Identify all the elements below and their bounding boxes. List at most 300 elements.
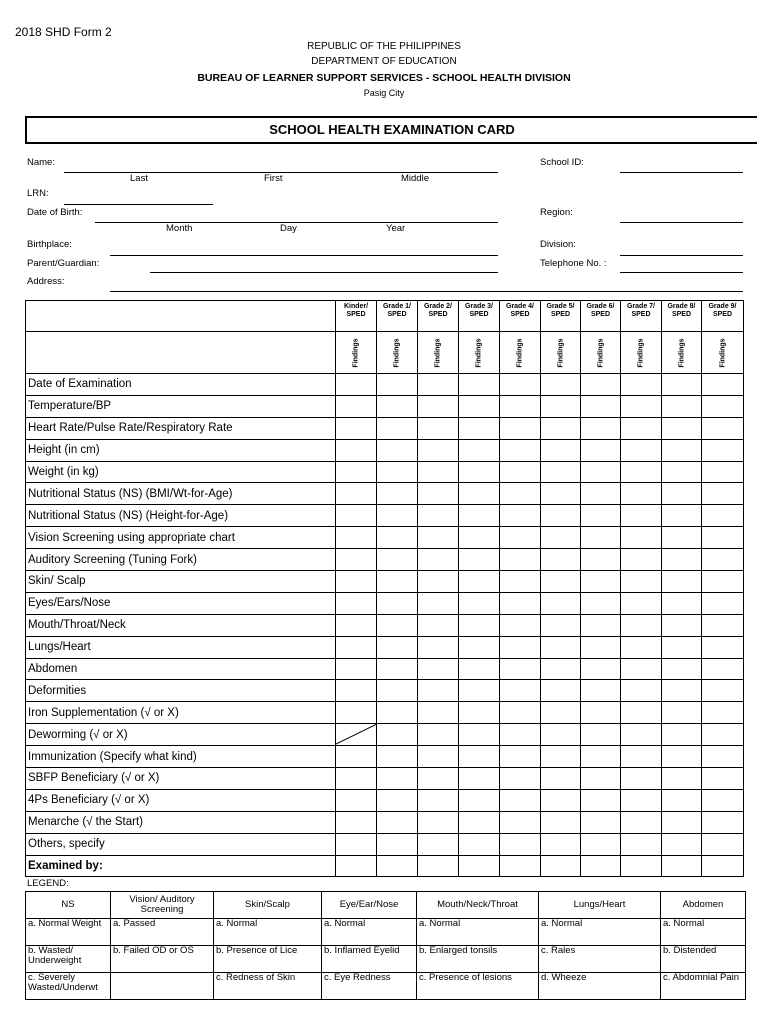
- entry-cell[interactable]: [500, 374, 541, 396]
- entry-cell[interactable]: [459, 855, 500, 877]
- entry-cell[interactable]: [418, 549, 459, 571]
- entry-cell[interactable]: [702, 395, 744, 417]
- entry-cell[interactable]: [621, 505, 662, 527]
- entry-cell[interactable]: [662, 833, 702, 855]
- entry-cell[interactable]: [336, 374, 377, 396]
- entry-cell[interactable]: [500, 636, 541, 658]
- entry-cell[interactable]: [541, 527, 581, 549]
- entry-cell[interactable]: [418, 527, 459, 549]
- findings-header: [336, 332, 377, 374]
- entry-cell[interactable]: [541, 549, 581, 571]
- entry-cell[interactable]: [500, 768, 541, 790]
- entry-cell[interactable]: [418, 614, 459, 636]
- entry-cell[interactable]: [500, 658, 541, 680]
- row-label: Iron Supplementation (√ or X): [26, 702, 336, 724]
- entry-cell[interactable]: [336, 636, 377, 658]
- entry-cell[interactable]: [702, 702, 744, 724]
- header-department: DEPARTMENT OF EDUCATION: [311, 56, 457, 67]
- entry-cell[interactable]: [418, 746, 459, 768]
- last-label: Last: [130, 173, 148, 184]
- entry-cell[interactable]: [377, 833, 418, 855]
- entry-cell[interactable]: [581, 724, 621, 746]
- entry-cell[interactable]: [541, 505, 581, 527]
- entry-cell[interactable]: [702, 614, 744, 636]
- entry-cell[interactable]: [702, 636, 744, 658]
- entry-cell[interactable]: [377, 374, 418, 396]
- entry-cell[interactable]: [662, 395, 702, 417]
- entry-cell[interactable]: [377, 614, 418, 636]
- entry-cell[interactable]: [500, 680, 541, 702]
- findings-header: [702, 332, 744, 374]
- entry-cell[interactable]: [541, 811, 581, 833]
- entry-cell[interactable]: [621, 549, 662, 571]
- entry-cell[interactable]: [459, 680, 500, 702]
- entry-cell[interactable]: [336, 768, 377, 790]
- month-label: Month: [166, 223, 193, 234]
- entry-cell[interactable]: [377, 680, 418, 702]
- dob-label: Date of Birth:: [27, 207, 83, 218]
- entry-cell[interactable]: [541, 746, 581, 768]
- entry-cell[interactable]: [662, 746, 702, 768]
- entry-cell[interactable]: [581, 505, 621, 527]
- entry-cell[interactable]: [702, 592, 744, 614]
- entry-cell[interactable]: [377, 592, 418, 614]
- entry-cell[interactable]: [621, 395, 662, 417]
- entry-cell[interactable]: [702, 789, 744, 811]
- entry-cell[interactable]: [581, 811, 621, 833]
- legend-cell: c. Severely Wasted/Underwt: [26, 973, 111, 1000]
- entry-cell[interactable]: [621, 768, 662, 790]
- entry-cell[interactable]: [459, 417, 500, 439]
- entry-cell[interactable]: [500, 527, 541, 549]
- findings-header: [500, 332, 541, 374]
- entry-cell[interactable]: [662, 417, 702, 439]
- entry-cell[interactable]: [702, 724, 744, 746]
- entry-cell[interactable]: [336, 614, 377, 636]
- entry-cell[interactable]: [377, 549, 418, 571]
- entry-cell[interactable]: [336, 439, 377, 461]
- entry-cell[interactable]: [541, 461, 581, 483]
- entry-cell[interactable]: [459, 374, 500, 396]
- entry-cell[interactable]: [336, 789, 377, 811]
- entry-cell[interactable]: [377, 483, 418, 505]
- entry-cell[interactable]: [377, 636, 418, 658]
- entry-cell[interactable]: [581, 549, 621, 571]
- entry-cell[interactable]: [621, 571, 662, 593]
- name-label: Name:: [27, 157, 55, 168]
- entry-cell[interactable]: [702, 439, 744, 461]
- entry-cell[interactable]: [541, 395, 581, 417]
- legend-cell: b. Failed OD or OS: [111, 946, 214, 973]
- year-label: Year: [386, 223, 406, 234]
- entry-cell[interactable]: [418, 855, 459, 877]
- entry-cell[interactable]: [418, 724, 459, 746]
- entry-cell[interactable]: [418, 483, 459, 505]
- entry-cell[interactable]: [581, 592, 621, 614]
- entry-cell[interactable]: [500, 439, 541, 461]
- entry-cell[interactable]: [621, 614, 662, 636]
- legend-cell: a. Normal: [417, 919, 539, 946]
- entry-cell[interactable]: [662, 811, 702, 833]
- entry-cell[interactable]: [702, 658, 744, 680]
- entry-cell[interactable]: [581, 658, 621, 680]
- table-row: [26, 483, 744, 505]
- entry-cell[interactable]: [541, 592, 581, 614]
- entry-cell[interactable]: [702, 549, 744, 571]
- entry-cell[interactable]: [377, 811, 418, 833]
- entry-cell[interactable]: [662, 789, 702, 811]
- grade-level: Grade 7/: [626, 303, 655, 310]
- entry-cell[interactable]: [377, 527, 418, 549]
- entry-cell[interactable]: [418, 592, 459, 614]
- entry-cell[interactable]: [581, 439, 621, 461]
- entry-cell[interactable]: [662, 505, 702, 527]
- row-label: Vision Screening using appropriate chart: [26, 527, 336, 549]
- telephone-line[interactable]: [620, 272, 743, 273]
- entry-cell[interactable]: [377, 789, 418, 811]
- table-row: [26, 417, 744, 439]
- entry-cell[interactable]: [662, 571, 702, 593]
- entry-cell[interactable]: [541, 636, 581, 658]
- entry-cell[interactable]: [377, 417, 418, 439]
- entry-cell[interactable]: [621, 811, 662, 833]
- entry-cell[interactable]: [581, 395, 621, 417]
- entry-cell[interactable]: [581, 374, 621, 396]
- entry-cell[interactable]: [459, 658, 500, 680]
- entry-cell[interactable]: [500, 833, 541, 855]
- entry-cell[interactable]: [418, 417, 459, 439]
- entry-cell[interactable]: [500, 592, 541, 614]
- entry-cell[interactable]: [500, 417, 541, 439]
- row-label: Auditory Screening (Tuning Fork): [26, 549, 336, 571]
- entry-cell[interactable]: [621, 833, 662, 855]
- grade-sped: SPED: [346, 311, 366, 318]
- entry-cell[interactable]: [377, 658, 418, 680]
- entry-cell[interactable]: [621, 680, 662, 702]
- entry-cell[interactable]: [541, 702, 581, 724]
- entry-cell[interactable]: [662, 680, 702, 702]
- address-line[interactable]: [110, 291, 743, 292]
- school-id-line[interactable]: [620, 172, 743, 173]
- entry-cell[interactable]: [418, 461, 459, 483]
- entry-cell[interactable]: [541, 680, 581, 702]
- entry-cell[interactable]: [500, 395, 541, 417]
- entry-cell[interactable]: [702, 483, 744, 505]
- entry-cell[interactable]: [621, 702, 662, 724]
- entry-cell[interactable]: [662, 724, 702, 746]
- grade-sped: SPED: [387, 311, 407, 318]
- entry-cell[interactable]: [581, 483, 621, 505]
- entry-cell[interactable]: [662, 483, 702, 505]
- row-label: Lungs/Heart: [26, 636, 336, 658]
- entry-cell[interactable]: [621, 461, 662, 483]
- entry-cell[interactable]: [541, 417, 581, 439]
- findings-header: [662, 332, 702, 374]
- entry-cell[interactable]: [662, 855, 702, 877]
- entry-cell[interactable]: [336, 571, 377, 593]
- row-label: Temperature/BP: [26, 395, 336, 417]
- entry-cell[interactable]: [459, 483, 500, 505]
- entry-cell[interactable]: [336, 417, 377, 439]
- entry-cell[interactable]: [662, 702, 702, 724]
- entry-cell[interactable]: [702, 833, 744, 855]
- header-bureau: BUREAU OF LEARNER SUPPORT SERVICES - SCHOOL HEALTH DIVISION: [197, 72, 571, 84]
- row-label: Mouth/Throat/Neck: [26, 614, 336, 636]
- entry-cell[interactable]: [662, 658, 702, 680]
- entry-cell[interactable]: [581, 571, 621, 593]
- entry-cell[interactable]: [541, 724, 581, 746]
- entry-cell[interactable]: [702, 855, 744, 877]
- entry-cell[interactable]: [418, 702, 459, 724]
- entry-cell[interactable]: [377, 702, 418, 724]
- entry-cell[interactable]: [662, 768, 702, 790]
- entry-cell[interactable]: [418, 439, 459, 461]
- entry-cell[interactable]: [418, 395, 459, 417]
- entry-cell[interactable]: [621, 636, 662, 658]
- entry-cell[interactable]: [459, 811, 500, 833]
- entry-cell[interactable]: [336, 855, 377, 877]
- entry-cell[interactable]: [336, 592, 377, 614]
- entry-cell[interactable]: [377, 855, 418, 877]
- entry-cell[interactable]: [702, 680, 744, 702]
- table-row: [26, 439, 744, 461]
- entry-cell[interactable]: [541, 439, 581, 461]
- entry-cell[interactable]: [541, 614, 581, 636]
- entry-cell[interactable]: [662, 374, 702, 396]
- entry-cell[interactable]: [702, 527, 744, 549]
- entry-cell[interactable]: [541, 571, 581, 593]
- findings-label: Findings: [678, 337, 685, 368]
- legend-cell: [111, 973, 214, 1000]
- findings-label: Findings: [434, 337, 442, 368]
- entry-cell[interactable]: [621, 789, 662, 811]
- entry-cell[interactable]: [459, 789, 500, 811]
- entry-cell[interactable]: [336, 811, 377, 833]
- findings-label: Findings: [516, 337, 524, 368]
- entry-cell[interactable]: [459, 768, 500, 790]
- grade-header: [500, 301, 541, 332]
- legend-cell: a. Normal: [322, 919, 417, 946]
- entry-cell[interactable]: [459, 724, 500, 746]
- entry-cell[interactable]: [581, 855, 621, 877]
- entry-cell[interactable]: [459, 549, 500, 571]
- entry-cell[interactable]: [621, 746, 662, 768]
- entry-cell[interactable]: [500, 461, 541, 483]
- entry-cell[interactable]: [621, 417, 662, 439]
- row-label: SBFP Beneficiary (√ or X): [26, 768, 336, 790]
- division-line[interactable]: [620, 255, 743, 256]
- entry-cell[interactable]: [702, 811, 744, 833]
- entry-cell[interactable]: [662, 636, 702, 658]
- entry-cell[interactable]: [662, 461, 702, 483]
- entry-cell[interactable]: [377, 571, 418, 593]
- entry-cell[interactable]: [541, 658, 581, 680]
- table-row: [26, 614, 744, 636]
- entry-cell[interactable]: [418, 811, 459, 833]
- entry-cell[interactable]: [336, 658, 377, 680]
- entry-cell[interactable]: [418, 768, 459, 790]
- parent-line[interactable]: [150, 272, 498, 273]
- entry-cell[interactable]: [459, 746, 500, 768]
- row-label: Immunization (Specify what kind): [26, 746, 336, 768]
- entry-cell[interactable]: [581, 833, 621, 855]
- entry-cell[interactable]: [621, 658, 662, 680]
- entry-cell[interactable]: [336, 549, 377, 571]
- entry-cell[interactable]: [418, 571, 459, 593]
- entry-cell[interactable]: [702, 505, 744, 527]
- entry-cell[interactable]: [621, 527, 662, 549]
- entry-cell[interactable]: [581, 789, 621, 811]
- table-row: [26, 549, 744, 571]
- entry-cell[interactable]: [459, 571, 500, 593]
- entry-cell[interactable]: [459, 636, 500, 658]
- entry-cell[interactable]: [500, 614, 541, 636]
- entry-cell[interactable]: [702, 768, 744, 790]
- entry-cell[interactable]: [581, 614, 621, 636]
- entry-cell[interactable]: [336, 746, 377, 768]
- entry-cell[interactable]: [662, 592, 702, 614]
- row-label: Menarche (√ the Start): [26, 811, 336, 833]
- grade-sped: SPED: [510, 311, 530, 318]
- entry-cell[interactable]: [459, 439, 500, 461]
- entry-cell[interactable]: [541, 855, 581, 877]
- entry-cell[interactable]: [702, 571, 744, 593]
- findings-header: [418, 332, 459, 374]
- telephone-label: Telephone No. :: [540, 258, 607, 269]
- entry-cell[interactable]: [541, 833, 581, 855]
- row-label: Nutritional Status (NS) (BMI/Wt-for-Age): [26, 483, 336, 505]
- entry-cell[interactable]: [500, 702, 541, 724]
- entry-cell[interactable]: [418, 680, 459, 702]
- region-line[interactable]: [620, 222, 743, 223]
- entry-cell[interactable]: [459, 702, 500, 724]
- birthplace-line[interactable]: [110, 255, 498, 256]
- entry-cell[interactable]: [541, 374, 581, 396]
- entry-cell[interactable]: [581, 702, 621, 724]
- grade-level: Grade 6/: [586, 303, 615, 310]
- findings-header: [621, 332, 662, 374]
- entry-cell[interactable]: [418, 833, 459, 855]
- entry-cell[interactable]: [581, 461, 621, 483]
- entry-cell[interactable]: [541, 483, 581, 505]
- entry-cell[interactable]: [581, 768, 621, 790]
- table-row: [26, 505, 744, 527]
- entry-cell[interactable]: [662, 614, 702, 636]
- entry-cell[interactable]: [377, 746, 418, 768]
- entry-cell[interactable]: [418, 374, 459, 396]
- entry-cell[interactable]: [459, 395, 500, 417]
- entry-cell[interactable]: [702, 461, 744, 483]
- entry-cell[interactable]: [621, 374, 662, 396]
- findings-label: Findings: [557, 337, 564, 368]
- entry-cell[interactable]: [336, 833, 377, 855]
- entry-cell[interactable]: [541, 789, 581, 811]
- entry-cell[interactable]: [581, 746, 621, 768]
- entry-cell[interactable]: [336, 680, 377, 702]
- entry-cell[interactable]: [500, 549, 541, 571]
- entry-cell[interactable]: [336, 483, 377, 505]
- entry-cell[interactable]: [702, 746, 744, 768]
- entry-cell[interactable]: [581, 636, 621, 658]
- table-row: [26, 768, 744, 790]
- row-label: Heart Rate/Pulse Rate/Respiratory Rate: [26, 417, 336, 439]
- entry-cell[interactable]: [336, 461, 377, 483]
- legend-cell: c. Rales: [539, 946, 661, 973]
- entry-cell[interactable]: [500, 855, 541, 877]
- findings-label: Findings: [475, 337, 483, 368]
- grade-header: [418, 301, 459, 332]
- entry-cell[interactable]: [459, 614, 500, 636]
- entry-cell[interactable]: [500, 724, 541, 746]
- entry-cell[interactable]: [702, 417, 744, 439]
- entry-cell[interactable]: [702, 374, 744, 396]
- entry-cell[interactable]: [500, 746, 541, 768]
- entry-cell[interactable]: [459, 461, 500, 483]
- grade-sped: SPED: [631, 311, 651, 318]
- entry-cell[interactable]: [459, 505, 500, 527]
- entry-cell[interactable]: [500, 505, 541, 527]
- findings-label: Findings: [637, 337, 645, 368]
- lrn-line[interactable]: [64, 204, 213, 205]
- entry-cell[interactable]: [621, 439, 662, 461]
- grade-sped: SPED: [712, 311, 733, 318]
- table-row: [26, 658, 744, 680]
- parent-label: Parent/Guardian:: [27, 258, 100, 269]
- entry-cell[interactable]: [336, 702, 377, 724]
- entry-cell[interactable]: [418, 636, 459, 658]
- entry-cell[interactable]: [500, 483, 541, 505]
- entry-cell[interactable]: [377, 724, 418, 746]
- grade-level: Grade 8/: [667, 303, 696, 310]
- row-label: Nutritional Status (NS) (Height-for-Age): [26, 505, 336, 527]
- entry-cell[interactable]: [581, 680, 621, 702]
- entry-cell[interactable]: [418, 505, 459, 527]
- entry-cell[interactable]: [336, 527, 377, 549]
- entry-cell[interactable]: [500, 789, 541, 811]
- entry-cell[interactable]: [418, 789, 459, 811]
- entry-cell[interactable]: [581, 527, 621, 549]
- entry-cell[interactable]: [459, 833, 500, 855]
- entry-cell[interactable]: [377, 439, 418, 461]
- table-row: [26, 702, 744, 724]
- entry-cell[interactable]: [662, 527, 702, 549]
- entry-cell[interactable]: [541, 768, 581, 790]
- grade-sped: SPED: [671, 311, 692, 318]
- entry-cell[interactable]: [459, 527, 500, 549]
- entry-cell[interactable]: [621, 592, 662, 614]
- entry-cell[interactable]: [377, 461, 418, 483]
- entry-cell[interactable]: [621, 724, 662, 746]
- entry-cell[interactable]: [621, 855, 662, 877]
- entry-cell[interactable]: [621, 483, 662, 505]
- entry-cell[interactable]: [377, 395, 418, 417]
- entry-cell[interactable]: [418, 658, 459, 680]
- entry-cell[interactable]: [662, 549, 702, 571]
- table-row: [26, 746, 744, 768]
- entry-cell[interactable]: [662, 439, 702, 461]
- entry-cell[interactable]: [336, 395, 377, 417]
- entry-cell[interactable]: [336, 505, 377, 527]
- entry-cell[interactable]: [581, 417, 621, 439]
- page-title: SCHOOL HEALTH EXAMINATION CARD: [25, 116, 757, 144]
- entry-cell[interactable]: [377, 768, 418, 790]
- entry-cell[interactable]: [377, 505, 418, 527]
- legend-cell: a. Normal Weight: [26, 919, 111, 946]
- entry-cell[interactable]: [500, 571, 541, 593]
- entry-cell[interactable]: [500, 811, 541, 833]
- entry-cell[interactable]: [459, 592, 500, 614]
- legend-cell: d. Wheeze: [539, 973, 661, 1000]
